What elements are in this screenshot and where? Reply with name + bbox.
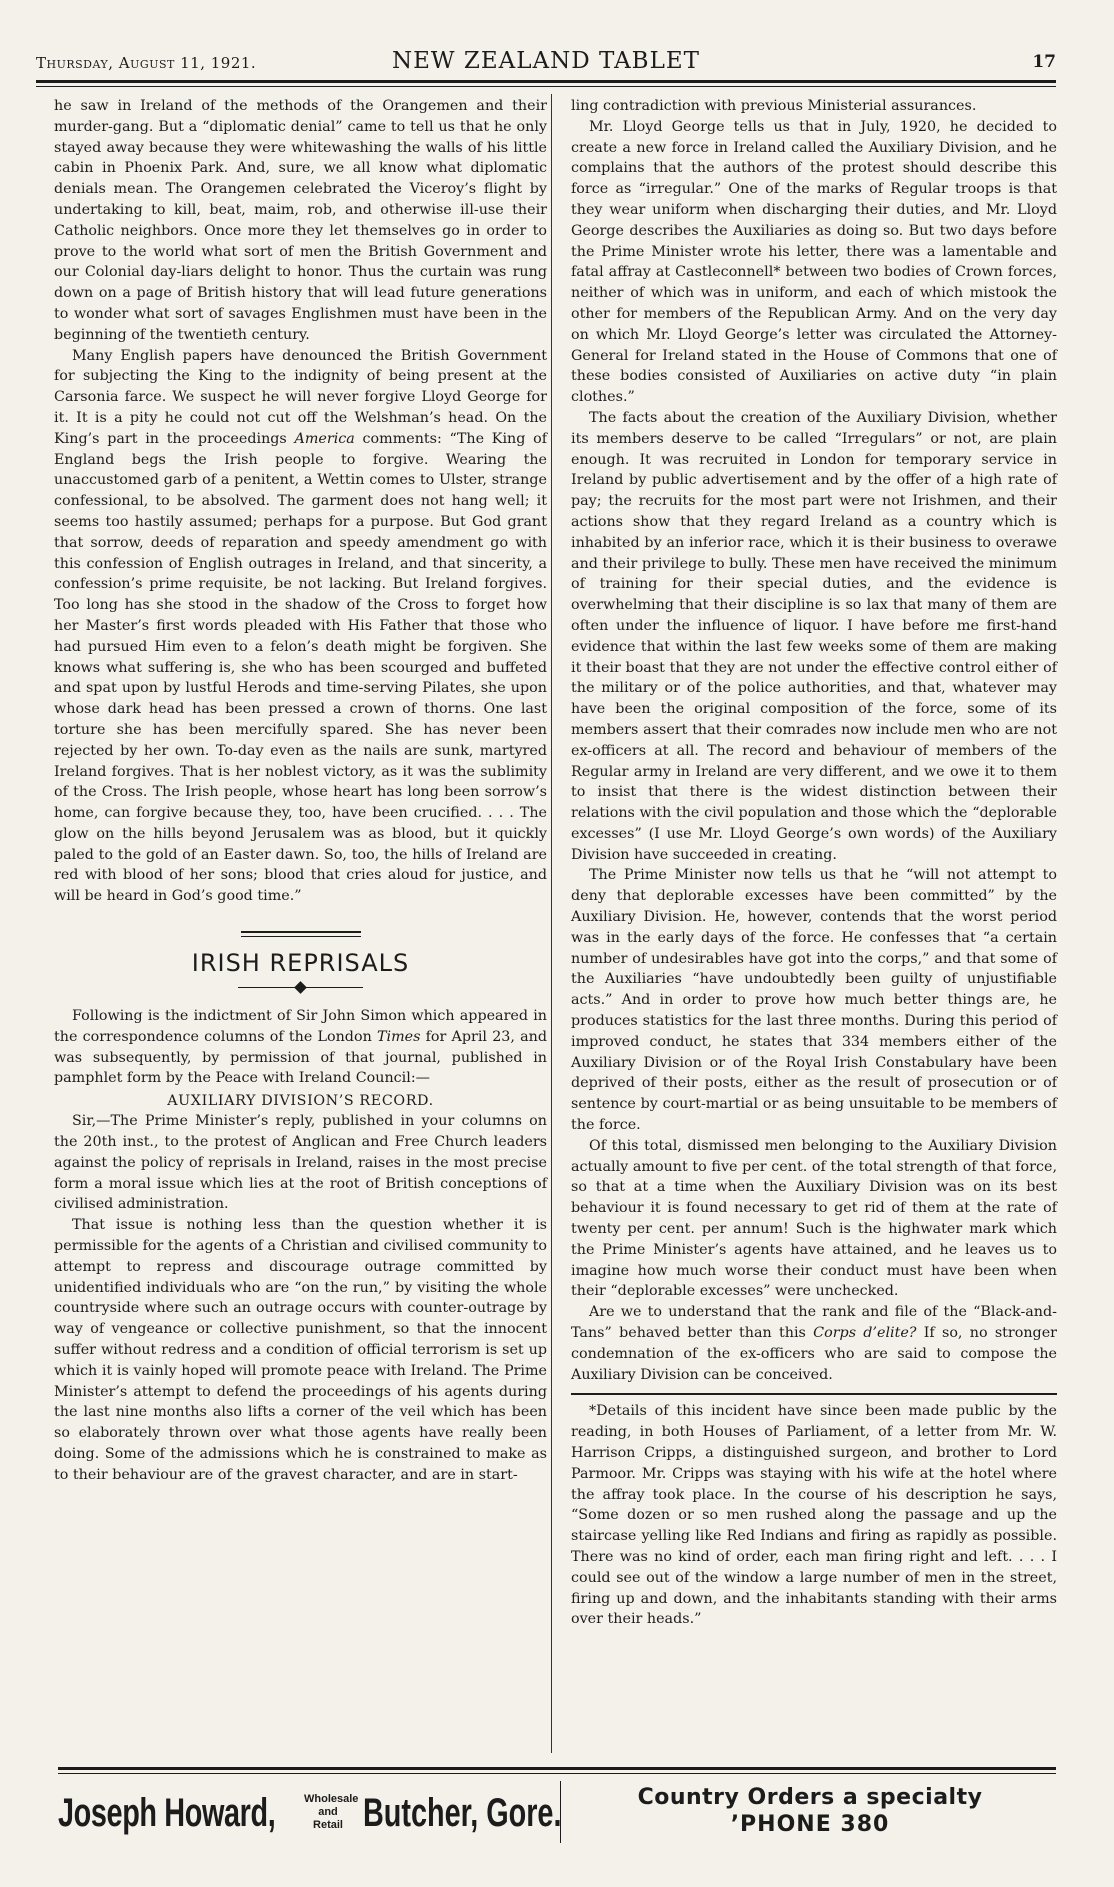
footnote: *Details of this incident have since been made public by the reading, in both Houses of Parliament, of a letter from Mr. W. Harrison Cripps, a distinguished surgeon, and brother to Lord Parmoor. Mr. Cripps was staying with his wife at the hotel where the affray took place. In the course of his description he says, “Some dozen or so men rushed along the passage and up the staircase yelling like Red Indians and firing as rapidly as possible. There was no kind of order, each man firing right and left. . . . I could see out of the window a large number of men in the street, firing up and down, and the inhabitants standing with their arms over their heads.” bbox=[571, 1403, 1057, 1628]
advertiser-trade: Butcher, Gore. bbox=[363, 1790, 562, 1835]
article-paragraph: Mr. Lloyd George tells us that in July, 1920, he decided to create a new force in Ireland called the Auxiliary Division, and he complains that the authors of the protest should describe this force as “irregular.” One of the marks of Regular troops is that they wear uniform when discharging their duties, and Mr. Lloyd George describes the Auxiliaries as doing so. But two days before the Prime Minister wrote his letter, there was a lamentable and fatal affray at Castleconnell* between two bodies of Crown forces, neither of which was in uniform, and each of which mistook the other for members of the Republican Army. And on the very day on which Mr. Lloyd George’s letter was circulated the Attorney-General for Ireland stated in the House of Commons that one of these bodies consisted of Auxiliaries on active duty “in plain clothes.” bbox=[571, 118, 1057, 406]
article-paragraph: That issue is nothing less than the question whether it is permissible for the agents of a Christian and civilised community to attempt to repress and discourage outrage committed by unidentified individuals who are “on the run,” by visiting the whole countryside where such an outrage occurs with counter-outrage by way of vengeance or collective punishment, so that the innocent suffer without redress and a condition of official terrorism is set up which it is vainly hoped will promote peace with Ireland. The Prime Minister’s attempt to defend the proceedings of his agents during the last nine months also lifts a corner of the veil which has been so elaborately thrown over what those agents have really been doing. Some of the admissions which he is constrained to make as to their behaviour are of the gravest character, and are in start- bbox=[54, 1217, 547, 1483]
trade-type: Wholesale and Retail bbox=[304, 1793, 359, 1831]
header-rule-thin bbox=[36, 86, 1056, 87]
article-paragraph: Of this total, dismissed men belonging to the Auxiliary Division actually amount to five per cent. of the total strength of that force, so that at a time when the Auxiliary Division was on its best behaviour it is found necessary to get rid of them at the rate of twenty per cent. per annum! Such is the highwater mark which the Prime Minister’s agents have attained, and he leaves us to imagine how much worse their conduct must have been when their “deplorable excesses” were unchecked. bbox=[571, 1137, 1057, 1300]
section-heading-block bbox=[54, 931, 547, 992]
header-rule bbox=[36, 80, 1056, 83]
ad-phone: ’PHONE 380 bbox=[730, 1812, 890, 1837]
ad-slogan: Country Orders a specialty bbox=[637, 1785, 983, 1810]
page-header bbox=[36, 48, 1056, 78]
title-ornament bbox=[54, 983, 547, 992]
article-paragraph: Are we to understand that the rank and file of the “Black-and-Tans” behaved better than this Corps d’elite? If so, no stronger condemnation of the ex-officers who are said to compose the Auxiliary Division can be conceived. bbox=[571, 1304, 1058, 1383]
newspaper-title: NEW ZEALAND TABLET bbox=[391, 48, 700, 74]
article-paragraph: The Prime Minister now tells us that he “will not attempt to deny that deplorable excesses have been committed” by the Auxiliary Division. He, however, contends that the worst period was in the early days of the force. He confesses that “a certain number of undesirables have got into the corps,” and that some of the Auxiliaries “have undoubtedly been guilty of unjustifiable acts.” And in order to prove how much better things are, he produces statistics for the last three months. During this period of improved conduct, he states that 334 members either of the Auxiliary Division or of the Royal Irish Constabulary have been deprived of their posts, either as the result of prosecution or of sentence by court-martial or as being unsuitable to be members of the force. bbox=[571, 867, 1057, 1134]
article-paragraph: he saw in Ireland of the methods of the Orangemen and their murder-gang. But a “diplomatic denial” came to tell us that he only stayed away because they were whitewashing the walls of his little cabin in Phoenix Park. And, sure, we all know what diplomatic denials mean. The Orangemen celebrated the Viceroy’s flight by undertaking to kill, beat, maim, rob, and otherwise ill-use their Catholic neighbors. Once more they let themselves go in order to prove to the world what sort of men the British Government and our Colonial day-liars delight to honor. Thus the curtain was rung down on a page of British history that will lead future generations to wonder what sort of savages Englishmen must have been in the beginning of the twentieth century. bbox=[54, 98, 547, 343]
left-column bbox=[54, 96, 547, 1486]
orders-advertisement bbox=[590, 1785, 1030, 1837]
article-paragraph: The facts about the creation of the Auxiliary Division, whether its members deserve to be called “Irregulars” or not, are plain enough. It was recruited in London for temporary service in Ireland by public advertisement and by the offer of a high rate of pay; the recruits for the most part were not Irishmen, and their actions show that they regard Ireland as a country which is inhabited by an inferior race, which it is their business to overawe and their privilege to bully. These men have received the minimum of training for their special duties, and the evidence is overwhelming that their discipline is so lax that many of them are often under the influence of liquor. I have before me first-hand evidence that within the last few weeks some of them are making it their boast that they are not under the effective control either of the military or of the police authorities, and that, whatever may have been the original composition of the force, some of its members assert that their comrades now include men who are not ex-officers at all. The record and behaviour of members of the Regular army in Ireland are very different, and we owe it to them to insist that there is the widest distinction between their relations with the civil population and those which the “deplorable excesses” (I use Mr. Lloyd George’s own words) of the Auxiliary Division have succeeded in creating. bbox=[571, 409, 1057, 863]
heading-rule bbox=[241, 931, 361, 933]
issue-date: Thursday, August 11, 1921. bbox=[36, 54, 257, 72]
article-paragraph: Following is the indictment of Sir John Simon which appeared in the correspondence columns of the London Times for April 23, and was subsequently, by permission of that journal, published in pamphlet form by the Peace with Ireland Council:— bbox=[54, 1008, 547, 1087]
footer-divider bbox=[560, 1781, 561, 1843]
footer-rule-thin bbox=[58, 1773, 1056, 1774]
article-paragraph: Many English papers have denounced the British Government for subjecting the King to the indignity of being present at the Carsonia farce. We suspect he will never forgive Lloyd George for it. It is a pity he could not cut off the Welshman’s head. On the King’s part in the proceedings America comments: “The King of England begs the Irish people to forgive. Wearing the unaccustomed garb of a penitent, a Wettin comes to Ulster, strange confessional, to be absolved. The garment does not hang well; it seems too hastily assumed; perhaps for a purpose. But God grant that sorrow, deeds of reparation and speedy amendment go with this confession of English outrages in Ireland, and that sincerity, a confession’s prime requisite, be not lacking. But Ireland forgives. Too long has she stood in the shadow of the Cross to forget how her Master’s first words pleaded with His Father that those who had pursued Him even to a felon’s death might be forgiven. She knows what suffering is, she who has been scourged and buffeted and spat upon by lustful Herods and time-serving Pilates, she upon whose dark head has been pressed a crown of thorns. One last torture she has been mercifully spared. She has never been rejected by her own. To-day even as the nails are sunk, martyred Ireland forgives. That is her noblest victory, as it was the sublimity of the Cross. The Irish people, whose heart has long been sorrow’s home, can forgive because they, too, have been crucified. . . . The glow on the hills beyond Jerusalem was as blood, but it quickly paled to the gold of an Easter dawn. So, too, the hills of Ireland are red with blood of her sons; blood that cries aloud for justice, and will be heard in God’s good time.” bbox=[54, 347, 548, 905]
emphasis-text: Corps d’elite? bbox=[813, 1325, 917, 1342]
section-title: IRISH REPRISALS bbox=[191, 949, 410, 978]
footer-rule bbox=[58, 1767, 1056, 1770]
advertiser-name: Joseph Howard, bbox=[58, 1790, 276, 1835]
article-paragraph: ling contradiction with previous Ministerial assurances. bbox=[571, 98, 977, 114]
heading-rule bbox=[241, 936, 361, 937]
publication-name: Times bbox=[376, 1028, 421, 1045]
subheading: AUXILIARY DIVISION’S RECORD. bbox=[167, 1093, 434, 1110]
footnote-rule bbox=[571, 1393, 1057, 1395]
column-divider bbox=[551, 94, 552, 1753]
page-number: 17 bbox=[1032, 52, 1056, 72]
article-paragraph: Sir,—The Prime Minister’s reply, published in your columns on the 20th inst., to the protest of Anglican and Free Church leaders against the policy of reprisals in Ireland, raises in the most precise form a moral issue which lies at the root of British conceptions of civilised administration. bbox=[54, 1113, 547, 1213]
butcher-advertisement bbox=[58, 1783, 578, 1843]
right-column bbox=[571, 96, 1057, 1630]
publication-name: America bbox=[294, 430, 355, 447]
